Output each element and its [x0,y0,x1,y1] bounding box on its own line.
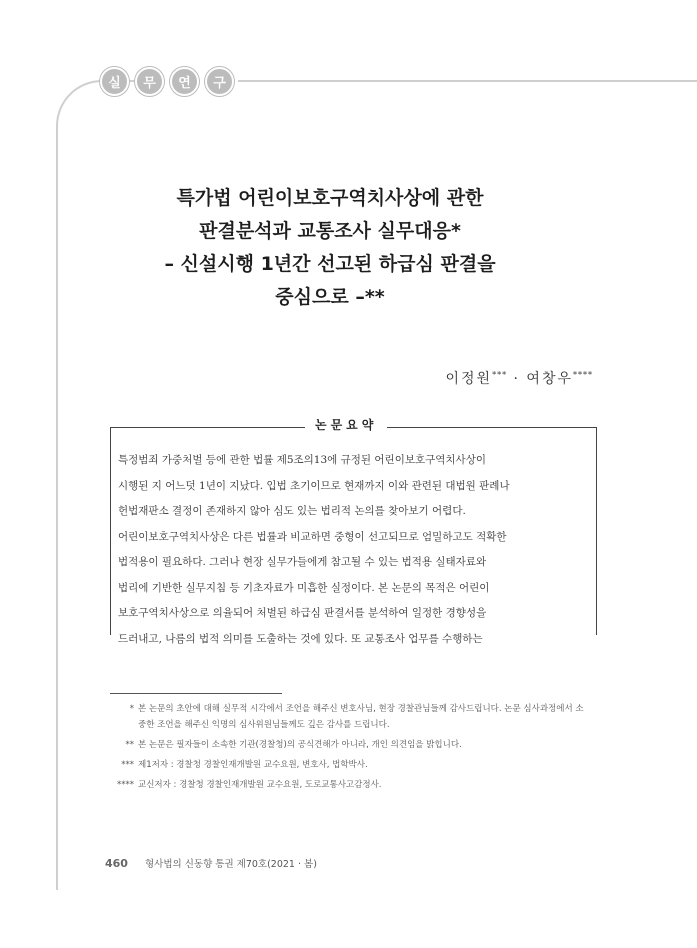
abstract-line: 법리에 기반한 실무지침 등 기초자료가 미흡한 실정이다. 본 논문의 목적은 어린이 [118,581,490,594]
footnote [108,701,588,733]
page-frame-left-rule [56,150,58,890]
author-name: 여창우 [526,371,573,387]
footnotes [108,701,588,797]
abstract-line: 특정범죄 가중처벌 등에 관한 법률 제5조의13에 규정된 어린이보호구역치사상이 [118,454,486,466]
section-badge-char: 실 [100,67,129,96]
author-name: 이정원 [445,371,493,387]
title-line: 특가법 어린이보호구역치사상에 관한 [176,187,484,209]
footnote-mark: ** [125,740,134,750]
abstract-line: 법적용이 필요하다. 그러나 현장 실무가들에게 참고될 수 있는 법적용 실태자료와 [118,556,487,568]
footnote [108,777,588,793]
section-badge [100,67,234,97]
section-badge-char: 구 [205,67,234,96]
footnote-text: 제1저자 : 경찰청 경찰인재개발원 교수요원, 변호사, 법학박사. [138,760,368,770]
abstract-line: 드러내고, 나름의 법적 의미를 도출하는 것에 있다. 또 교통조사 업무를 수행하는 [118,632,483,645]
title-line: 중심으로 –** [275,286,385,308]
section-badge-char: 연 [170,67,199,96]
author-footnote-mark: *** [492,370,508,380]
footnote-text: 본 논문의 초안에 대해 실무적 시각에서 조언을 해주신 변호사님, 현장 경찰관님들께 감사드립니다. 논문 심사과정에서 소중한 조언을 해주신 익명의 심사위원님들께도 깊은 감사를 드립니다. [138,704,584,730]
author-footnote-mark: **** [573,370,593,380]
footnote-mark: * [129,704,134,714]
abstract-line: 어린이보호구역치사상은 다른 법률과 비교하면 중형이 선고되므로 엄밀하고도 적확한 [118,530,507,543]
page-number: 460 [105,857,128,870]
author-line [445,368,593,388]
abstract-line: 시행된 지 어느덧 1년이 지났다. 입법 초기이므로 현재까지 이와 관련된 대법원 판례나 [118,479,510,492]
abstract-heading: 논문요약 [305,416,387,433]
abstract-line: 헌법재판소 결정이 존재하지 않아 심도 있는 법리적 논의를 찾아보기 어렵다. [118,505,466,517]
journal-name: 형사법의 신동향 통권 제70호(2021 · 봄) [145,859,317,870]
title-line: 판결분석과 교통조사 실무대응* [199,220,461,242]
abstract-line: 보호구역치사상으로 의율되어 처벌된 하급심 판결서를 분석하여 일정한 경향성을 [118,607,487,619]
footnote-text: 본 논문은 필자들이 소속한 기관(경찰청)의 공식견해가 아니라, 개인 의견임을 밝힙니다. [138,740,462,750]
footnote-text: 교신저자 : 경찰청 경찰인재개발원 교수요원, 도로교통사고감정사. [138,780,382,790]
author-separator: · [513,371,520,387]
footnote [108,757,588,773]
section-badge-char: 무 [135,67,164,96]
page-frame-top-rule [238,80,697,82]
abstract-body [118,448,592,652]
footnote [108,737,588,753]
title-line: – 신설시행 1년간 선고된 하급심 판결을 [164,253,496,275]
footnote-mark: *** [121,760,134,770]
footnote-mark: **** [117,780,134,790]
page-footer [105,856,317,870]
paper-title [90,182,570,314]
footnote-divider [110,693,282,694]
